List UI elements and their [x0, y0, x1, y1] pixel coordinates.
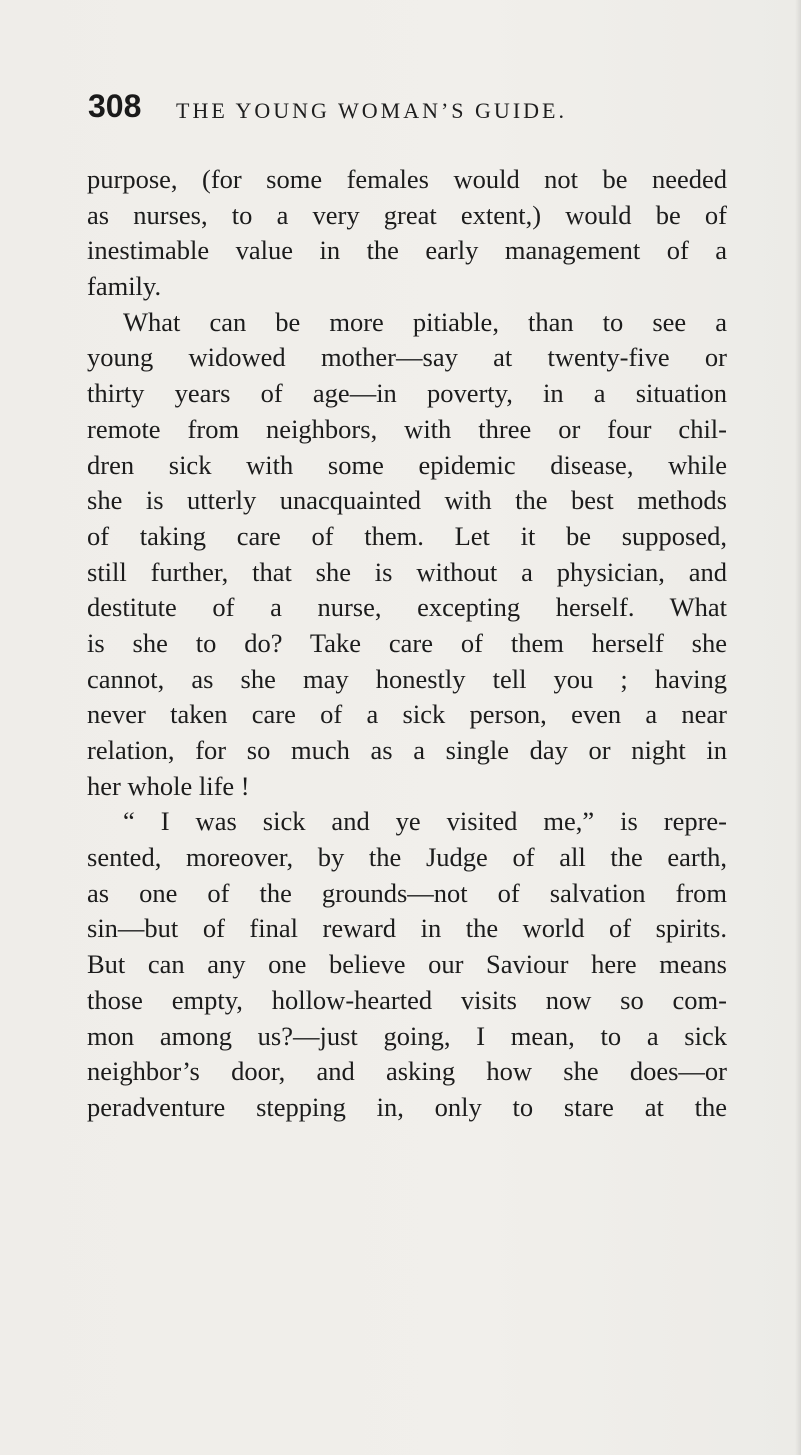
text-line: those empty, hollow-hearted visits now so com- [87, 984, 727, 1015]
text-line: as one of the grounds—not of salvation from [87, 877, 727, 908]
text-line: family. [87, 271, 162, 302]
body-text [87, 162, 727, 1126]
text-line: as nurses, to a very great extent,) would be of [87, 199, 727, 230]
text-line: peradventure stepping in, only to stare at the [87, 1091, 727, 1122]
text-line: remote from neighbors, with three or four chil- [87, 413, 727, 444]
text-line: never taken care of a sick person, even a near [87, 699, 727, 730]
running-head [88, 88, 728, 128]
text-line: relation, for so much as a single day or night in [87, 735, 727, 765]
running-head-title: THE YOUNG WOMAN’S GUIDE. [176, 98, 567, 123]
text-line: sented, moreover, by the Judge of all the earth, [87, 842, 727, 873]
text-line: destitute of a nurse, excepting herself. What [87, 592, 727, 623]
text-line: sin—but of final reward in the world of spirits. [87, 913, 727, 944]
text-line: still further, that she is without a physician, and [87, 556, 727, 587]
text-line: her whole life ! [87, 770, 250, 801]
text-line: young widowed mother—say at twenty-five or [87, 342, 727, 373]
page-number: 308 [88, 88, 142, 124]
page-edge-shadow [795, 0, 801, 1455]
text-line: What can be more pitiable, than to see a [123, 306, 727, 337]
text-line: of taking care of them. Let it be supposed, [87, 520, 727, 551]
text-line: cannot, as she may honestly tell you ; having [87, 663, 727, 694]
text-line: thirty years of age—in poverty, in a situation [87, 378, 727, 409]
text-line: But can any one believe our Saviour here means [87, 949, 727, 980]
text-line: is she to do? Take care of them herself she [87, 627, 727, 658]
text-line: mon among us?—just going, I mean, to a sick [87, 1020, 727, 1051]
text-line: “ I was sick and ye visited me,” is repre- [123, 806, 727, 837]
text-line: dren sick with some epidemic disease, while [87, 449, 727, 480]
text-line: purpose, (for some females would not be needed [87, 164, 727, 194]
text-line: neighbor’s door, and asking how she does—or [87, 1056, 727, 1087]
text-line: she is utterly unacquainted with the best methods [87, 485, 727, 516]
text-line: inestimable value in the early management of a [87, 235, 727, 266]
